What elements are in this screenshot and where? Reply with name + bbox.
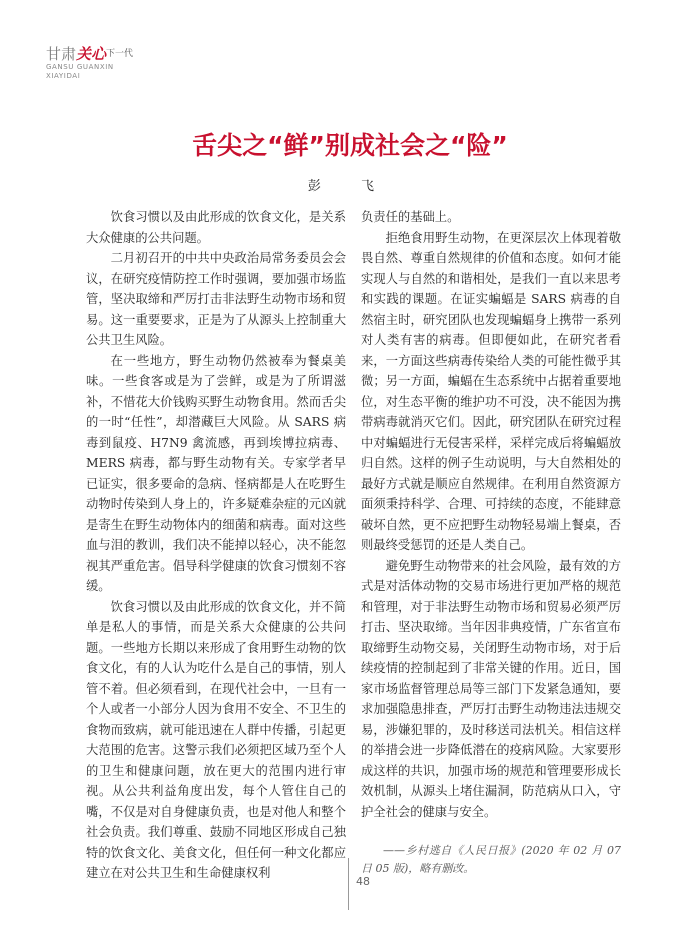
logo-english-line-2: XIAYIDAI [46, 72, 81, 80]
source-note: ——乡村逃自《人民日报》(2020 年 02 月 07 日 05 版)，略有删改。 [361, 844, 621, 875]
logo-part-2: 关心 [76, 45, 107, 63]
article-author: 彭 飞 [307, 179, 393, 194]
logo-wordmark [46, 46, 133, 63]
logo-part-1: 甘肃 [46, 45, 77, 63]
left-column [86, 207, 346, 884]
paragraph: 避免野生动物带来的社会风险，最有效的方式是对活体动物的交易市场进行更加严格的规范和管理，对于非法野生动物市场和贸易必须严厉打击、坚决取缔。当年因非典疫情，广东省宣布取缔野生动物交易，关闭野生动物市场，对于后续疫情的控制起到了非常关键的作用。近日，国家市场监督管理总局等三部门下发紧急通知，要求加强隐患排查，严厉打击野生动物违法违规交易，涉嫌犯罪的，及时移送司法机关。相信这样的举措会进一步降低潜在的疫病风险。大家要形成这样的共识，加强市场的规范和管理要形成长效机制，从源头上堵住漏洞，防范病从口入，守护全社会的健康与安全。 [361, 558, 621, 819]
paragraph: 拒绝食用野生动物，在更深层次上体现着敬畏自然、尊重自然规律的价值和态度。如何才能实现人与自然的和谐相处，是我们一直以来思考和实践的课题。在证实蝙蝠是 SARS 病毒的自然宿主时，研究团队也发现蝙蝠身上携带一系列对人类有害的病毒。但即便如此，在研究者看来，一方面这些病毒传染给人类的可能性微乎其微；另一方面，蝙蝠在生态系统中占据着重要地位，对生态平衡的维护功不可没，决不能因为携带病毒就消灭它们。因此，研究团队在研究过程中对蝙蝠进行无侵害采样，采样完成后将蝙蝠放归自然。这样的例子生动说明，与大自然相处的最好方式就是顺应自然规律。在利用自然资源方面须秉持科学、合理、可持续的态度，不能肆意破坏自然，更不应把野生动物轻易端上餐桌，否则最终受惩罚的还是人类自己。 [361, 230, 621, 552]
paragraph: 二月初召开的中共中央政治局常务委员会会议，在研究疫情防控工作时强调，要加强市场监管，坚决取缔和严厉打击非法野生动物市场和贸易。这一重要要求，正是为了从源头上控制重大公共卫生风险。 [86, 251, 346, 347]
footer-divider [348, 858, 349, 910]
page-number: 48 [356, 875, 370, 888]
paragraph: 在一些地方，野生动物仍然被奉为餐桌美味。一些食客或是为了尝鲜，或是为了所谓滋补，不惜花大价钱购买野生动物食用。然而舌尖的一时“任性”，却潜藏巨大风险。从 SARS 病毒到鼠疫、H7N9 禽流感，再到埃博拉病毒、MERS 病毒，都与野生动物有关。专家学者早已证实，很多要命的急病、怪病都是人在吃野生动物时传染到人身上的，许多疑难杂症的元凶就是寄生在野生动物体内的细菌和病毒。面对这些血与泪的教训，我们决不能掉以轻心，决不能忽视其严重危害。倡导科学健康的饮食习惯刻不容缓。 [86, 353, 346, 593]
article-title: 舌尖之“鲜”别成社会之“险” [192, 131, 508, 160]
paragraph: 饮食习惯以及由此形成的饮食文化，并不简单是私人的事情，而是关系大众健康的公共问题。一些地方长期以来形成了食用野生动物的饮食文化，有的人认为吃什么是自己的事情，别人管不着。但必须看到，在现代社会中，一旦有一个人或者一小部分人因为食用不安全、不卫生的食物而致病，就可能迅速在人群中传播，引起更大范围的危害。这警示我们必须把区域乃至个人的卫生和健康问题，放在更大的范围内进行审视。从公共利益角度出发，每个人管住自己的嘴，不仅是对自身健康负责，也是对他人和整个社会负责。我们尊重、鼓励不同地区形成自己独特的饮食文化、美食文化，但任何一种文化都应建立在对公共卫生和生命健康权利 [86, 599, 346, 880]
right-column [361, 207, 621, 878]
paragraph: 饮食习惯以及由此形成的饮食文化，是关系大众健康的公共问题。 [86, 210, 346, 245]
logo-english-line-1: GANSU GUANXIN [46, 63, 114, 71]
magazine-logo [46, 46, 133, 81]
logo-part-3: 下一代 [106, 49, 134, 59]
paragraph-continuation: 负责任的基础上。 [361, 210, 460, 224]
